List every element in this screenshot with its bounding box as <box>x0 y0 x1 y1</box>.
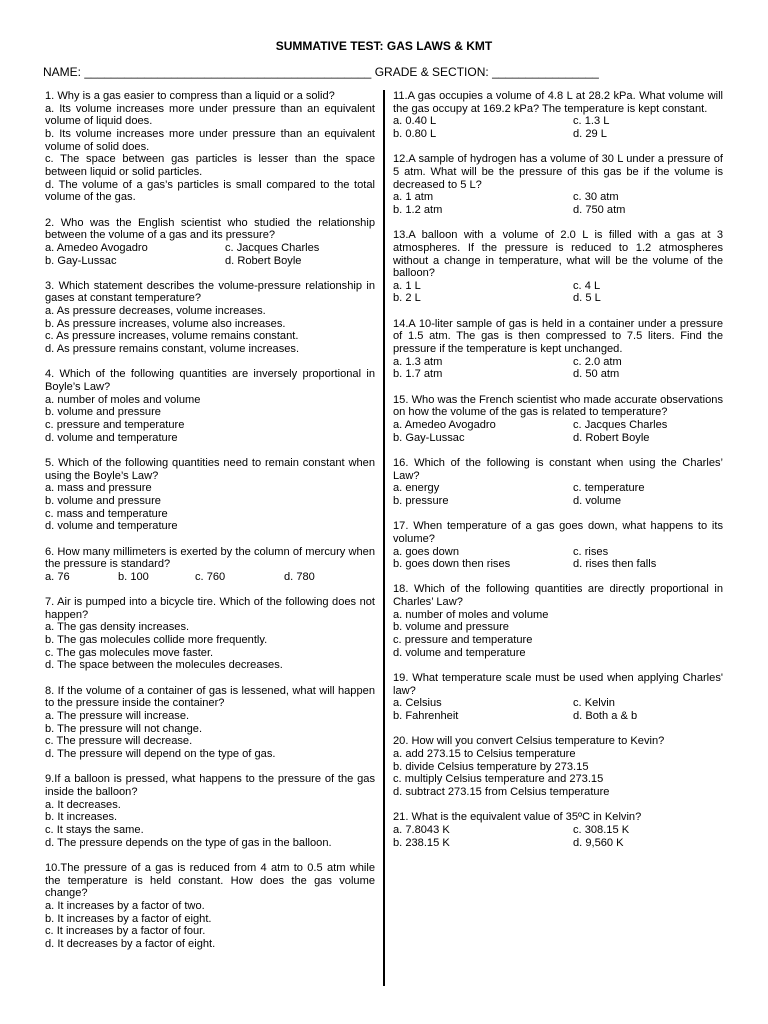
question-spacer <box>393 141 723 154</box>
question-stem: 13.A balloon with a volume of 2.0 L is filled with a gas at 3 atmospheres. If the pressure is reduced to 1.2 atmospheres without a change in temperature, what will be the volume of the balloon? <box>393 229 723 280</box>
answer-option: a. 0.40 L <box>393 115 437 128</box>
answer-option: c. multiply Celsius temperature and 273.15 <box>393 773 604 786</box>
column-divider <box>383 90 385 986</box>
name-blank: ___________________________________________ <box>84 65 372 79</box>
question-stem: 3. Which statement describes the volume-pressure relationship in gases at constant temperature? <box>45 279 375 305</box>
answer-option: a. 1 atm <box>393 191 434 204</box>
question-block <box>45 280 375 356</box>
question-spacer <box>45 584 375 597</box>
question-stem: 21. What is the equivalent value of 35ºC in Kelvin? <box>393 811 642 824</box>
answer-options <box>45 305 375 356</box>
answer-option: b. Gay-Lussac <box>393 431 465 444</box>
answer-options <box>45 103 375 204</box>
answer-option: a. number of moles and volume <box>393 608 549 621</box>
question-block <box>45 685 375 761</box>
answer-options <box>393 546 723 571</box>
answer-option: b. 1.7 atm <box>393 368 443 381</box>
answer-option: c. rises <box>573 545 609 558</box>
question-stem: 10.The pressure of a gas is reduced from 4 atm to 0.5 atm while the temperature is held constant. How does the gas volume change? <box>45 861 375 900</box>
answer-options <box>393 609 723 660</box>
answer-option: d. The pressure will depend on the type of gas. <box>45 748 276 761</box>
answer-option: b. Fahrenheit <box>393 710 459 723</box>
grade-section-label: GRADE & SECTION: <box>374 65 489 79</box>
answer-option: d. The space between the molecules decreases. <box>45 659 283 672</box>
question-spacer <box>45 672 375 685</box>
question-block <box>45 368 375 444</box>
answer-option: c. temperature <box>573 482 645 495</box>
answer-option: b. It increases by a factor of eight. <box>45 912 212 925</box>
answer-option: b. It increases. <box>45 811 118 824</box>
answer-option: a. 1.3 atm <box>393 355 443 368</box>
answer-options <box>393 824 723 849</box>
answer-options <box>45 394 375 445</box>
answer-option: c. The space between gas particles is lesser than the space between liquid or solid particles. <box>45 153 375 178</box>
question-block <box>393 318 723 381</box>
question-stem: 15. Who was the French scientist who made accurate observations on how the volume of the gas is related to temperature? <box>393 393 723 419</box>
answer-option: d. Robert Boyle <box>573 431 650 444</box>
answer-option: d. The pressure depends on the type of gas in the balloon. <box>45 836 332 849</box>
answer-option: b. volume and pressure <box>393 621 509 634</box>
answer-option: b. 238.15 K <box>393 836 450 849</box>
answer-option: b. The gas molecules collide more frequently. <box>45 634 268 647</box>
answer-options <box>393 748 723 799</box>
question-block <box>393 735 723 798</box>
answer-option: d. volume and temperature <box>393 646 526 659</box>
answer-option: c. 30 atm <box>573 191 619 204</box>
answer-options <box>45 710 375 761</box>
answer-option: b. As pressure increases, volume also increases. <box>45 317 286 330</box>
question-block <box>393 394 723 445</box>
answer-options <box>45 242 375 267</box>
question-block <box>45 90 375 204</box>
answer-option: b. volume and pressure <box>45 494 161 507</box>
answer-option: b. divide Celsius temperature by 273.15 <box>393 760 589 773</box>
answer-option: d. It decreases by a factor of eight. <box>45 937 216 950</box>
answer-option: b. 1.2 atm <box>393 203 443 216</box>
answer-option: b. pressure <box>393 494 449 507</box>
question-stem: 16. Which of the following is constant when using the Charles’ Law? <box>393 456 723 482</box>
answer-option: a. number of moles and volume <box>45 393 201 406</box>
answer-option: c. Jacques Charles <box>225 241 320 254</box>
question-spacer <box>45 267 375 280</box>
answer-option: d. As pressure remains constant, volume increases. <box>45 343 300 356</box>
answer-option: a. goes down <box>393 545 459 558</box>
question-stem: 6. How many millimeters is exerted by the column of mercury when the pressure is standard? <box>45 545 375 571</box>
answer-options <box>45 900 375 951</box>
question-spacer <box>45 204 375 217</box>
question-spacer <box>393 381 723 394</box>
answer-option: d. Both a & b <box>573 710 638 723</box>
question-block <box>393 90 723 141</box>
answer-options <box>393 280 723 305</box>
question-spacer <box>393 444 723 457</box>
question-block <box>45 773 375 849</box>
answer-option: c. The pressure will decrease. <box>45 735 193 748</box>
question-block <box>45 546 375 584</box>
question-spacer <box>393 305 723 318</box>
answer-option: d. 780 <box>284 570 315 583</box>
question-spacer <box>45 444 375 457</box>
answer-options <box>393 482 723 507</box>
answer-option: a. mass and pressure <box>45 482 152 495</box>
question-stem: 4. Which of the following quantities are inversely proportional in Boyle’s Law? <box>45 368 375 394</box>
question-block <box>45 596 375 672</box>
right-column <box>393 90 723 849</box>
answer-option: a. add 273.15 to Celsius temperature <box>393 747 576 760</box>
answer-options <box>393 356 723 381</box>
answer-option: c. As pressure increases, volume remains constant. <box>45 330 299 343</box>
question-block <box>393 520 723 571</box>
answer-option: c. 2.0 atm <box>573 355 622 368</box>
answer-options <box>45 621 375 672</box>
answer-option: a. Celsius <box>393 697 442 710</box>
answer-option: a. Its volume increases more under pressure than an equivalent volume of liquid does. <box>45 102 375 128</box>
answer-option: b. 2 L <box>393 292 421 305</box>
answer-option: a. It increases by a factor of two. <box>45 899 205 912</box>
answer-option: a. It decreases. <box>45 798 121 811</box>
answer-option: b. Its volume increases more under pressure than an equivalent volume of solid does. <box>45 127 375 153</box>
answer-option: d. 9,560 K <box>573 836 624 849</box>
answer-option: a. 76 <box>45 570 70 583</box>
question-spacer <box>45 533 375 546</box>
question-stem: 8. If the volume of a container of gas is lessened, what will happen to the pressure inside the container? <box>45 684 375 710</box>
answer-option: d. volume and temperature <box>45 520 178 533</box>
question-block <box>45 862 375 951</box>
question-block <box>393 457 723 508</box>
answer-option: d. 29 L <box>573 127 607 140</box>
answer-option: a. Amedeo Avogadro <box>393 419 496 431</box>
answer-option: d. rises then falls <box>573 558 657 571</box>
answer-options <box>45 799 375 850</box>
question-spacer <box>393 723 723 736</box>
question-block <box>393 672 723 723</box>
question-stem: 12.A sample of hydrogen has a volume of 30 L under a pressure of 5 atm. What will be the pressure of this gas be if the volume is decreased to 5 L? <box>393 153 723 191</box>
question-stem: 2. Who was the English scientist who studied the relationship between the volume of a gas and its pressure? <box>45 216 375 242</box>
question-block <box>393 229 723 305</box>
answer-option: c. 4 L <box>573 279 601 292</box>
left-column <box>45 90 375 950</box>
question-block <box>393 153 723 216</box>
answer-option: c. pressure and temperature <box>393 634 533 647</box>
answer-option: a. The pressure will increase. <box>45 710 190 723</box>
answer-option: d. volume and temperature <box>45 431 178 444</box>
answer-option: a. As pressure decreases, volume increases. <box>45 305 266 318</box>
question-spacer <box>393 659 723 672</box>
answer-option: d. volume <box>573 494 622 507</box>
question-spacer <box>393 571 723 584</box>
answer-options <box>393 115 723 140</box>
answer-option: b. 0.80 L <box>393 127 437 140</box>
question-block <box>393 811 723 849</box>
answer-option: d. 5 L <box>573 292 601 305</box>
question-block <box>45 457 375 533</box>
question-stem: 7. Air is pumped into a bicycle tire. Which of the following does not happen? <box>45 596 375 621</box>
answer-options <box>45 571 375 584</box>
answer-option: c. The gas molecules move faster. <box>45 646 214 659</box>
question-spacer <box>45 849 375 862</box>
question-block <box>393 583 723 659</box>
answer-option: c. mass and temperature <box>45 507 168 520</box>
question-stem: 14.A 10-liter sample of gas is held in a container under a pressure of 1.5 atm. The gas is then compressed to 7.5 liters. Find the pressure if the temperature is kept unchanged. <box>393 317 723 356</box>
answer-options <box>393 697 723 722</box>
answer-option: b. goes down then rises <box>393 558 511 571</box>
answer-option: c. 760 <box>195 570 226 583</box>
answer-option: a. 7.8043 K <box>393 823 450 836</box>
answer-option: c. Kelvin <box>573 697 615 710</box>
page-title: SUMMATIVE TEST: GAS LAWS & KMT <box>275 39 493 53</box>
question-stem: 18. Which of the following quantities are directly proportional in Charles’ Law? <box>393 583 723 609</box>
question-stem: 5. Which of the following quantities need to remain constant when using the Boyle’s Law? <box>45 456 375 482</box>
name-label: NAME: <box>43 65 82 79</box>
answer-options <box>45 482 375 533</box>
answer-options <box>393 191 723 216</box>
grade-section-blank: ________________ <box>492 65 599 79</box>
answer-option: d. The volume of a gas’s particles is small compared to the total volume of the gas. <box>45 178 375 204</box>
name-grade-line <box>43 65 599 79</box>
answer-option: b. volume and pressure <box>45 406 161 419</box>
answer-option: a. Amedeo Avogadro <box>45 241 148 254</box>
question-stem: 1. Why is a gas easier to compress than a liquid or a solid? <box>45 90 335 102</box>
question-stem: 9.If a balloon is pressed, what happens to the pressure of the gas inside the balloon? <box>45 773 375 798</box>
answer-option: c. 308.15 K <box>573 823 630 836</box>
question-spacer <box>45 356 375 369</box>
answer-option: d. subtract 273.15 from Celsius temperature <box>393 785 610 798</box>
answer-option: d. Robert Boyle <box>225 254 302 267</box>
answer-option: c. Jacques Charles <box>573 419 668 431</box>
answer-option: c. pressure and temperature <box>45 419 185 432</box>
question-stem: 20. How will you convert Celsius temperature to Kevin? <box>393 735 665 748</box>
question-spacer <box>393 217 723 230</box>
answer-option: d. 50 atm <box>573 368 620 381</box>
question-spacer <box>393 799 723 812</box>
answer-option: b. Gay-Lussac <box>45 254 117 267</box>
answer-option: b. The pressure will not change. <box>45 722 203 735</box>
answer-option: b. 100 <box>118 570 149 583</box>
question-spacer <box>45 761 375 774</box>
question-spacer <box>393 508 723 521</box>
question-stem: 17. When temperature of a gas goes down, what happens to its volume? <box>393 520 723 545</box>
answer-option: a. The gas density increases. <box>45 621 190 634</box>
answer-option: a. 1 L <box>393 279 421 292</box>
question-stem: 19. What temperature scale must be used when applying Charles' law? <box>393 672 723 697</box>
answer-option: c. It stays the same. <box>45 823 144 836</box>
question-block <box>45 217 375 268</box>
answer-option: c. 1.3 L <box>573 115 610 128</box>
question-stem: 11.A gas occupies a volume of 4.8 L at 28.2 kPa. What volume will the gas occupy at 169.2 kPa? The temperature is kept constant. <box>393 90 723 115</box>
answer-option: a. energy <box>393 482 440 495</box>
answer-option: c. It increases by a factor of four. <box>45 925 206 938</box>
answer-option: d. 750 atm <box>573 203 626 216</box>
answer-options <box>393 419 723 444</box>
